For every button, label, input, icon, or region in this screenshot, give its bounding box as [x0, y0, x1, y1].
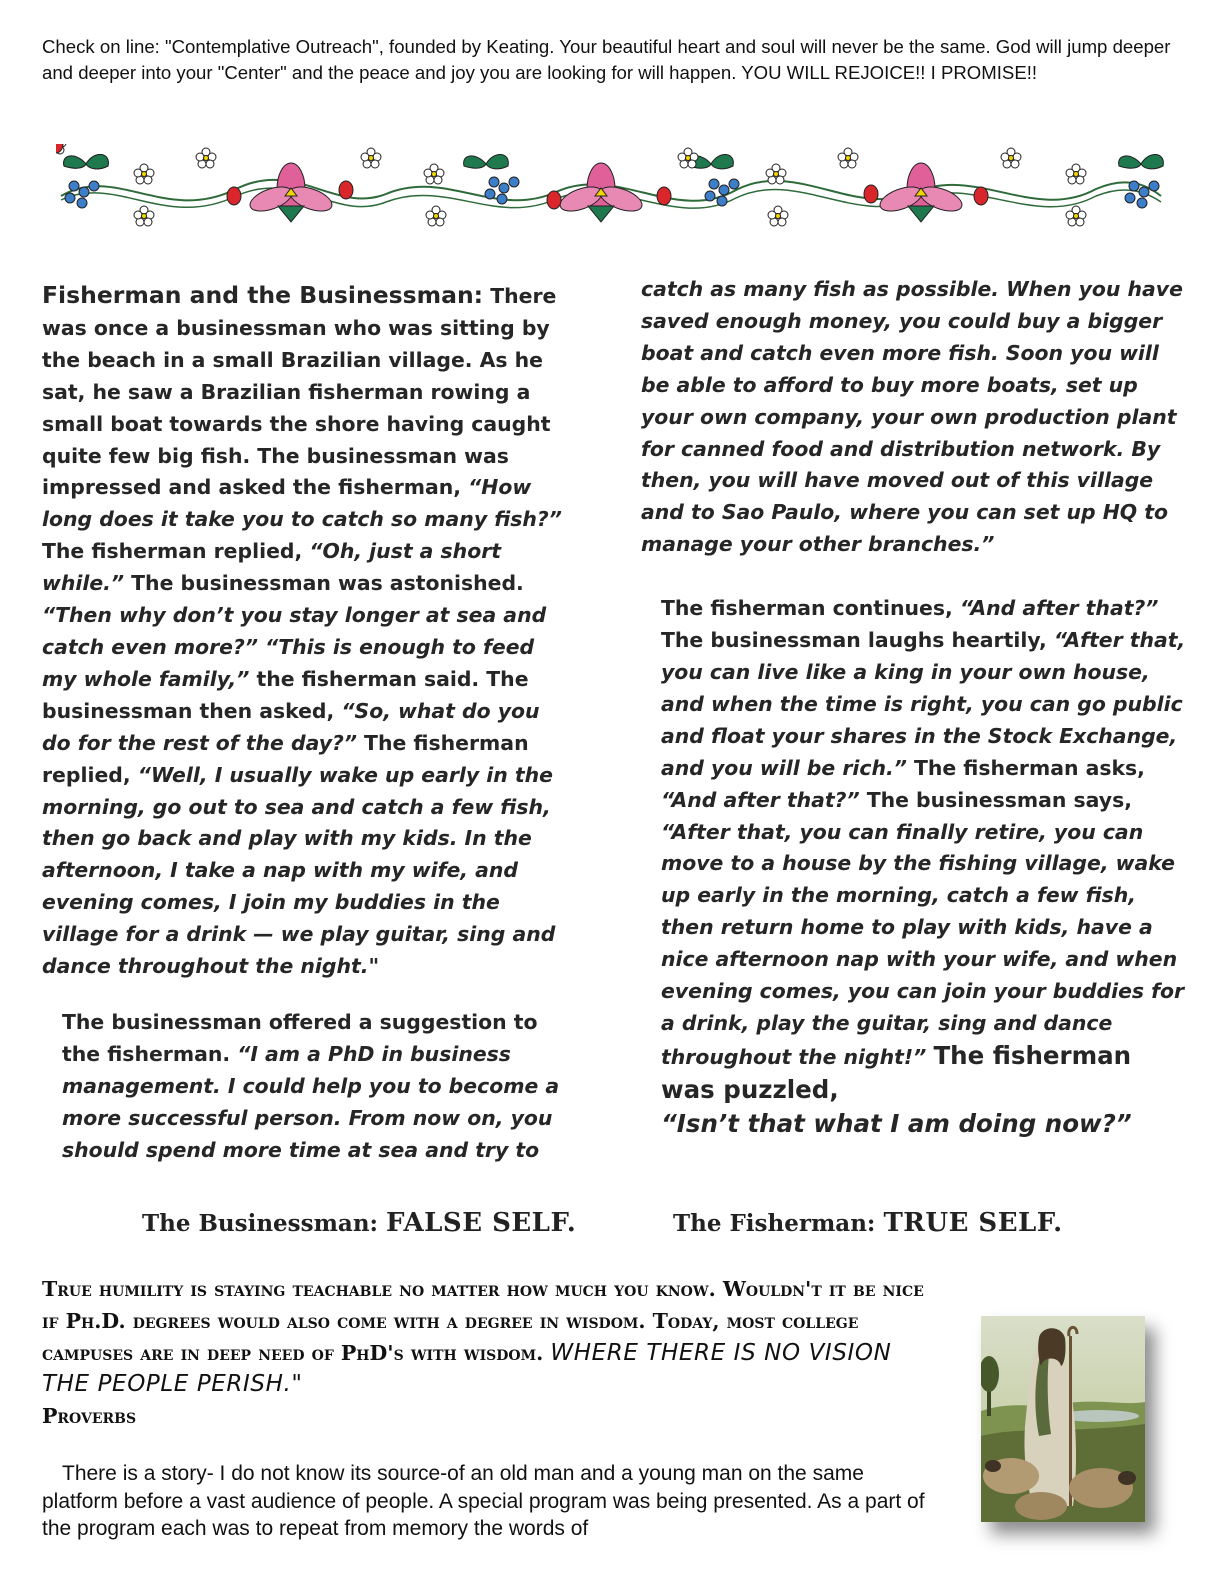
story-paragraph-4 — [641, 593, 1189, 1141]
story-p4-segment: “After that, you can live like a king in your own house, and when the time is right, you can go public and float your shares in the Stock Exchange, and you will be rich.” — [661, 628, 1186, 780]
intro-paragraph: Check on line: "Contemplative Outreach", founded by Keating. Your beautiful heart and soul will never be the same. God will jump deeper and deeper into your "Center" and the peace and joy you are looking for will happen. YOU WILL REJOICE!! I PROMISE!! — [42, 36, 1171, 83]
story-p4-segment: The fisherman continues, — [661, 596, 960, 621]
verdict-businessman-value: FALSE SELF. — [386, 1208, 577, 1238]
verdict-fisherman-label: The Fisherman: — [673, 1210, 884, 1237]
good-shepherd-painting-icon — [981, 1316, 1145, 1522]
story-paragraph-1 — [42, 280, 570, 983]
story-p1-segment: “Well, I usually wake up early in the morning, go out to sea and catch a few fish, then go back and play with my kids. In the afternoon, I take a nap with my wife, and evening comes, I join my buddies in the village for a drink — we play guitar, sing and dance throughout the night." — [42, 762, 556, 979]
verdict-businessman-label: The Businessman: — [142, 1210, 387, 1237]
story-p1-segment: There was once a businessman who was sitting by the beach in a small Brazilian village. As he sat, he saw a Brazilian fisherman rowing a small boat towards the shore having caught quite few big fish. The businessman was impressed and asked the fisherman, — [42, 284, 557, 500]
story-p1-segment: The businessman was astonished. — [124, 571, 524, 596]
story-p4-segment: The businessman laughs heartily, — [661, 628, 1054, 653]
story-p1-segment: “Oh, just a short while.” — [42, 539, 501, 596]
vision-quote: WHERE THERE IS NO VISION THE PEOPLE PERISH." — [42, 1339, 892, 1398]
story-p4-segment: The businessman says, — [859, 787, 1132, 812]
quote-source: Proverbs — [42, 1404, 137, 1429]
story-right-column — [641, 274, 1189, 1142]
story-paragraph-2 — [42, 1007, 570, 1167]
story-p1-segment: the fisherman said. The businessman then asked, — [42, 666, 529, 723]
floral-vine-border-icon — [56, 144, 1166, 230]
story-p1-segment: The fisherman replied, — [42, 730, 529, 787]
story-p1-segment: “Then why don’t you stay longer at sea and catch even more?” “This is enough to feed my whole family,” — [42, 603, 547, 691]
story-p2-segment: “I am a PhD in business management. I could help you to become a more successful person. From now on, you should spend more time at sea and try to — [62, 1041, 560, 1162]
story-p1-segment: “So, what do you do for the rest of the day?” — [42, 698, 540, 755]
verdict-fisherman-value: TRUE SELF. — [883, 1208, 1063, 1238]
verdict-businessman — [142, 1208, 576, 1238]
humility-text: True humility is staying teachable no matter how much you know. Wouldn't it be nice if Ph.D. degrees would also come with a degree in wisdom. Today, most college campuses are in deep need of PhD's with wisdom. — [42, 1277, 924, 1365]
story-p1-segment: The fisherman replied, — [42, 539, 310, 564]
story-left-column — [42, 280, 570, 1166]
story-ending: The fisherman was puzzled, — [661, 1040, 1132, 1104]
story-p4-segment: “And after that?” — [959, 596, 1159, 621]
humility-paragraph — [42, 1274, 942, 1433]
story-p3-segment: catch as many fish as possible. When you have saved enough money, you could buy a bigger boat and catch even more fish. Soon you will be able to afford to buy more boats, set up your own company, your own production plant for canned food and distribution network. By then, you will have moved out of this village and to Sao Paulo, where you can set up HQ to manage your other branches.” — [641, 277, 1183, 557]
second-story-paragraph: There is a story- I do not know its source-of an old man and a young man on the same platform before a vast audience of people. A special program was being presented. As a part of the program each was to repeat from memory the words of — [42, 1462, 925, 1540]
story-p4-segment: “And after that?” — [661, 787, 860, 812]
story-ending-quote: “Isn’t that what I am doing now?” — [661, 1108, 1132, 1138]
story-title: Fisherman and the Businessman: — [42, 281, 484, 309]
story-p4-segment: “After that, you can finally retire, you can move to a house by the fishing village, wake up early in the morning, catch a few fish, then return home to play with kids, have a nice afternoon nap with your wife, and when evening comes, you can join your buddies for a drink, play the guitar, sing and dance throughout the night!” — [661, 819, 1185, 1069]
story-p1-segment: “How long does it take you to catch so many fish?” — [42, 475, 562, 532]
verdict-fisherman — [673, 1208, 1063, 1238]
story-p2-segment: The businessman offered a suggestion to the fisherman. — [62, 1009, 538, 1066]
story-p4-segment: The fisherman asks, — [906, 755, 1145, 780]
story-paragraph-3 — [641, 274, 1189, 561]
